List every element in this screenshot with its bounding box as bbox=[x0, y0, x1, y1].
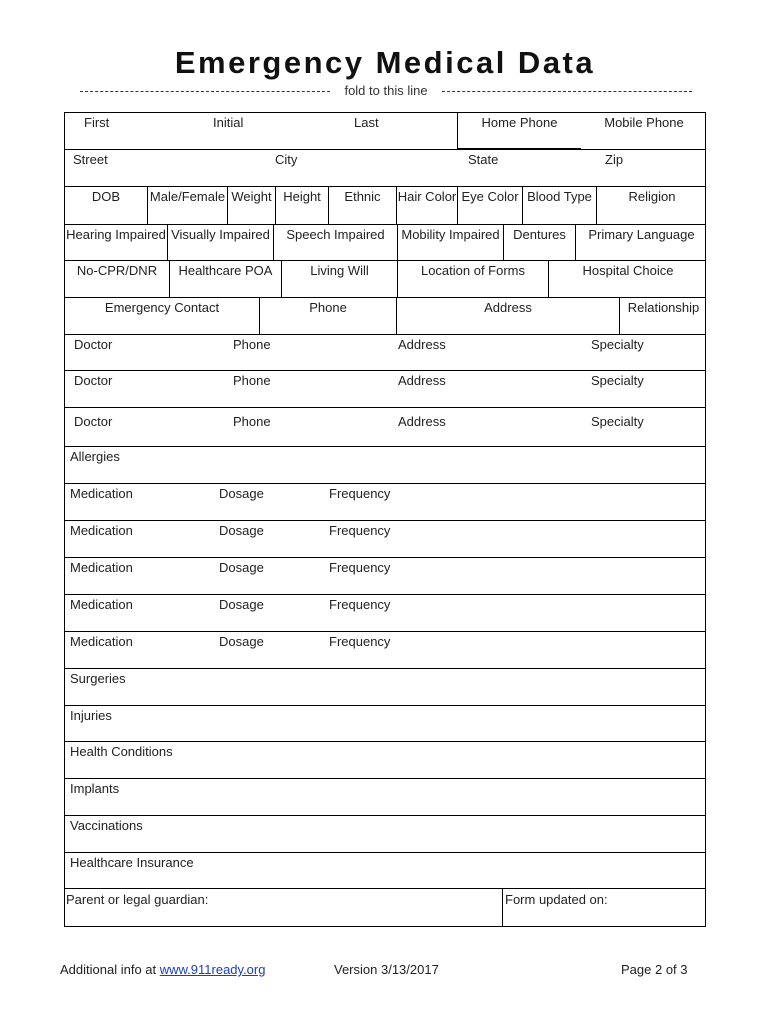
medication-label: Medication bbox=[70, 560, 133, 575]
doctor-label: Doctor bbox=[74, 373, 113, 388]
dosage-label: Dosage bbox=[219, 634, 264, 649]
surgeries-label: Surgeries bbox=[70, 671, 126, 686]
living-will-field[interactable] bbox=[281, 261, 397, 297]
sex-field[interactable] bbox=[147, 187, 227, 224]
hospital-label: Hospital Choice bbox=[582, 263, 674, 278]
medication-label: Medication bbox=[70, 634, 133, 649]
doctor-label: Doctor bbox=[74, 414, 113, 429]
doctor-specialty-label: Specialty bbox=[591, 414, 644, 429]
home-phone-label: Home Phone bbox=[481, 115, 558, 130]
doctor-phone-label: Phone bbox=[233, 337, 271, 352]
guardian-row bbox=[65, 889, 705, 927]
emergency-contact-field[interactable] bbox=[65, 298, 259, 334]
initial-label: Initial bbox=[213, 115, 244, 130]
dob-label: DOB bbox=[91, 189, 121, 204]
medication-row[interactable] bbox=[65, 632, 705, 669]
contact-row bbox=[65, 298, 705, 335]
website-link[interactable]: www.911ready.org bbox=[159, 962, 266, 977]
frequency-label: Frequency bbox=[329, 523, 391, 538]
mobility-field[interactable] bbox=[397, 225, 503, 260]
impairment-row bbox=[65, 225, 705, 261]
mobile-phone-label: Mobile Phone bbox=[604, 115, 684, 130]
city-label: City bbox=[275, 152, 298, 167]
injuries-row[interactable] bbox=[65, 706, 705, 742]
emergency-contact-label: Emergency Contact bbox=[104, 300, 220, 315]
frequency-label: Frequency bbox=[329, 597, 391, 612]
poa-label: Healthcare POA bbox=[178, 263, 273, 278]
dob-field[interactable] bbox=[65, 187, 147, 224]
speech-field[interactable] bbox=[273, 225, 397, 260]
doctor-address-label: Address bbox=[398, 337, 446, 352]
form-updated-field[interactable] bbox=[502, 889, 707, 926]
frequency-label: Frequency bbox=[329, 560, 391, 575]
implants-row[interactable] bbox=[65, 779, 705, 816]
footer-info bbox=[60, 962, 265, 977]
footer-version: Version 3/13/2017 bbox=[334, 962, 439, 977]
contact-phone-field[interactable] bbox=[259, 298, 396, 334]
relationship-label: Relationship bbox=[627, 300, 700, 315]
frequency-label: Frequency bbox=[329, 634, 391, 649]
guardian-field[interactable] bbox=[65, 889, 502, 926]
hearing-field[interactable] bbox=[65, 225, 167, 260]
doctor-row[interactable] bbox=[65, 408, 705, 447]
hospital-field[interactable] bbox=[548, 261, 707, 297]
medication-row[interactable] bbox=[65, 484, 705, 521]
doctor-address-label: Address bbox=[398, 414, 446, 429]
hair-color-field[interactable] bbox=[396, 187, 457, 224]
hearing-label: Hearing Impaired bbox=[66, 227, 166, 242]
mobility-label: Mobility Impaired bbox=[401, 227, 500, 242]
fold-label: fold to this line bbox=[344, 83, 428, 98]
relationship-field[interactable] bbox=[619, 298, 707, 334]
contact-address-field[interactable] bbox=[396, 298, 619, 334]
frequency-label: Frequency bbox=[329, 486, 391, 501]
ethnic-label: Ethnic bbox=[344, 189, 381, 204]
medication-label: Medication bbox=[70, 597, 133, 612]
doctor-specialty-label: Specialty bbox=[591, 373, 644, 388]
height-field[interactable] bbox=[275, 187, 328, 224]
home-phone-field[interactable] bbox=[457, 113, 581, 149]
sex-label: Male/Female bbox=[149, 189, 226, 204]
vaccinations-label: Vaccinations bbox=[70, 818, 143, 833]
medication-label: Medication bbox=[70, 486, 133, 501]
dentures-label: Dentures bbox=[513, 227, 566, 242]
language-label: Primary Language bbox=[588, 227, 695, 242]
name-field[interactable] bbox=[65, 113, 457, 149]
form-updated-label: Form updated on: bbox=[505, 892, 608, 907]
forms-location-label: Location of Forms bbox=[420, 263, 526, 278]
dosage-label: Dosage bbox=[219, 523, 264, 538]
medication-row[interactable] bbox=[65, 595, 705, 632]
language-field[interactable] bbox=[575, 225, 707, 260]
doctor-row[interactable] bbox=[65, 335, 705, 371]
religion-label: Religion bbox=[628, 189, 676, 204]
fold-dash-left bbox=[80, 91, 330, 92]
medication-row[interactable] bbox=[65, 521, 705, 558]
page-title: Emergency Medical Data bbox=[174, 45, 596, 80]
medication-label: Medication bbox=[70, 523, 133, 538]
dosage-label: Dosage bbox=[219, 597, 264, 612]
insurance-row[interactable] bbox=[65, 853, 705, 889]
height-label: Height bbox=[283, 189, 321, 204]
cpr-label: No-CPR/DNR bbox=[76, 263, 158, 278]
religion-field[interactable] bbox=[596, 187, 707, 224]
name-row bbox=[65, 113, 705, 150]
contact-phone-label: Phone bbox=[309, 300, 347, 315]
living-will-label: Living Will bbox=[310, 263, 369, 278]
dosage-label: Dosage bbox=[219, 560, 264, 575]
footer-page-number: Page 2 of 3 bbox=[621, 962, 688, 977]
weight-field[interactable] bbox=[227, 187, 275, 224]
last-label: Last bbox=[354, 115, 379, 130]
vaccinations-row[interactable] bbox=[65, 816, 705, 853]
street-label: Street bbox=[73, 152, 108, 167]
insurance-label: Healthcare Insurance bbox=[70, 855, 194, 870]
poa-field[interactable] bbox=[169, 261, 281, 297]
visual-label: Visually Impaired bbox=[171, 227, 270, 242]
first-label: First bbox=[84, 115, 110, 130]
hair-color-label: Hair Color bbox=[397, 189, 457, 204]
weight-label: Weight bbox=[231, 189, 272, 204]
forms-location-field[interactable] bbox=[397, 261, 548, 297]
dentures-field[interactable] bbox=[503, 225, 575, 260]
surgeries-row[interactable] bbox=[65, 669, 705, 706]
physical-row bbox=[65, 187, 705, 225]
eye-color-label: Eye Color bbox=[461, 189, 519, 204]
doctor-label: Doctor bbox=[74, 337, 113, 352]
cpr-field[interactable] bbox=[65, 261, 169, 297]
doctor-phone-label: Phone bbox=[233, 373, 271, 388]
address-row[interactable] bbox=[65, 150, 705, 187]
blood-type-field[interactable] bbox=[522, 187, 596, 224]
doctor-row[interactable] bbox=[65, 371, 705, 408]
footer-info-prefix: Additional info at bbox=[60, 962, 160, 977]
medical-form bbox=[64, 112, 706, 927]
allergies-row[interactable] bbox=[65, 447, 705, 484]
speech-label: Speech Impaired bbox=[286, 227, 385, 242]
dosage-label: Dosage bbox=[219, 486, 264, 501]
directives-row bbox=[65, 261, 705, 298]
injuries-label: Injuries bbox=[70, 708, 112, 723]
eye-color-field[interactable] bbox=[457, 187, 522, 224]
zip-label: Zip bbox=[605, 152, 624, 167]
doctor-address-label: Address bbox=[398, 373, 446, 388]
health-conditions-label: Health Conditions bbox=[70, 744, 173, 759]
allergies-label: Allergies bbox=[70, 449, 120, 464]
doctor-specialty-label: Specialty bbox=[591, 337, 644, 352]
blood-type-label: Blood Type bbox=[527, 189, 592, 204]
health-conditions-row[interactable] bbox=[65, 742, 705, 779]
guardian-label: Parent or legal guardian: bbox=[66, 892, 209, 907]
implants-label: Implants bbox=[70, 781, 120, 796]
visual-field[interactable] bbox=[167, 225, 273, 260]
medication-row[interactable] bbox=[65, 558, 705, 595]
state-label: State bbox=[468, 152, 499, 167]
doctor-phone-label: Phone bbox=[233, 414, 271, 429]
contact-address-label: Address bbox=[484, 300, 532, 315]
fold-dash-right bbox=[442, 91, 692, 92]
mobile-phone-field[interactable] bbox=[581, 113, 707, 149]
ethnic-field[interactable] bbox=[328, 187, 396, 224]
fold-line bbox=[80, 83, 692, 98]
